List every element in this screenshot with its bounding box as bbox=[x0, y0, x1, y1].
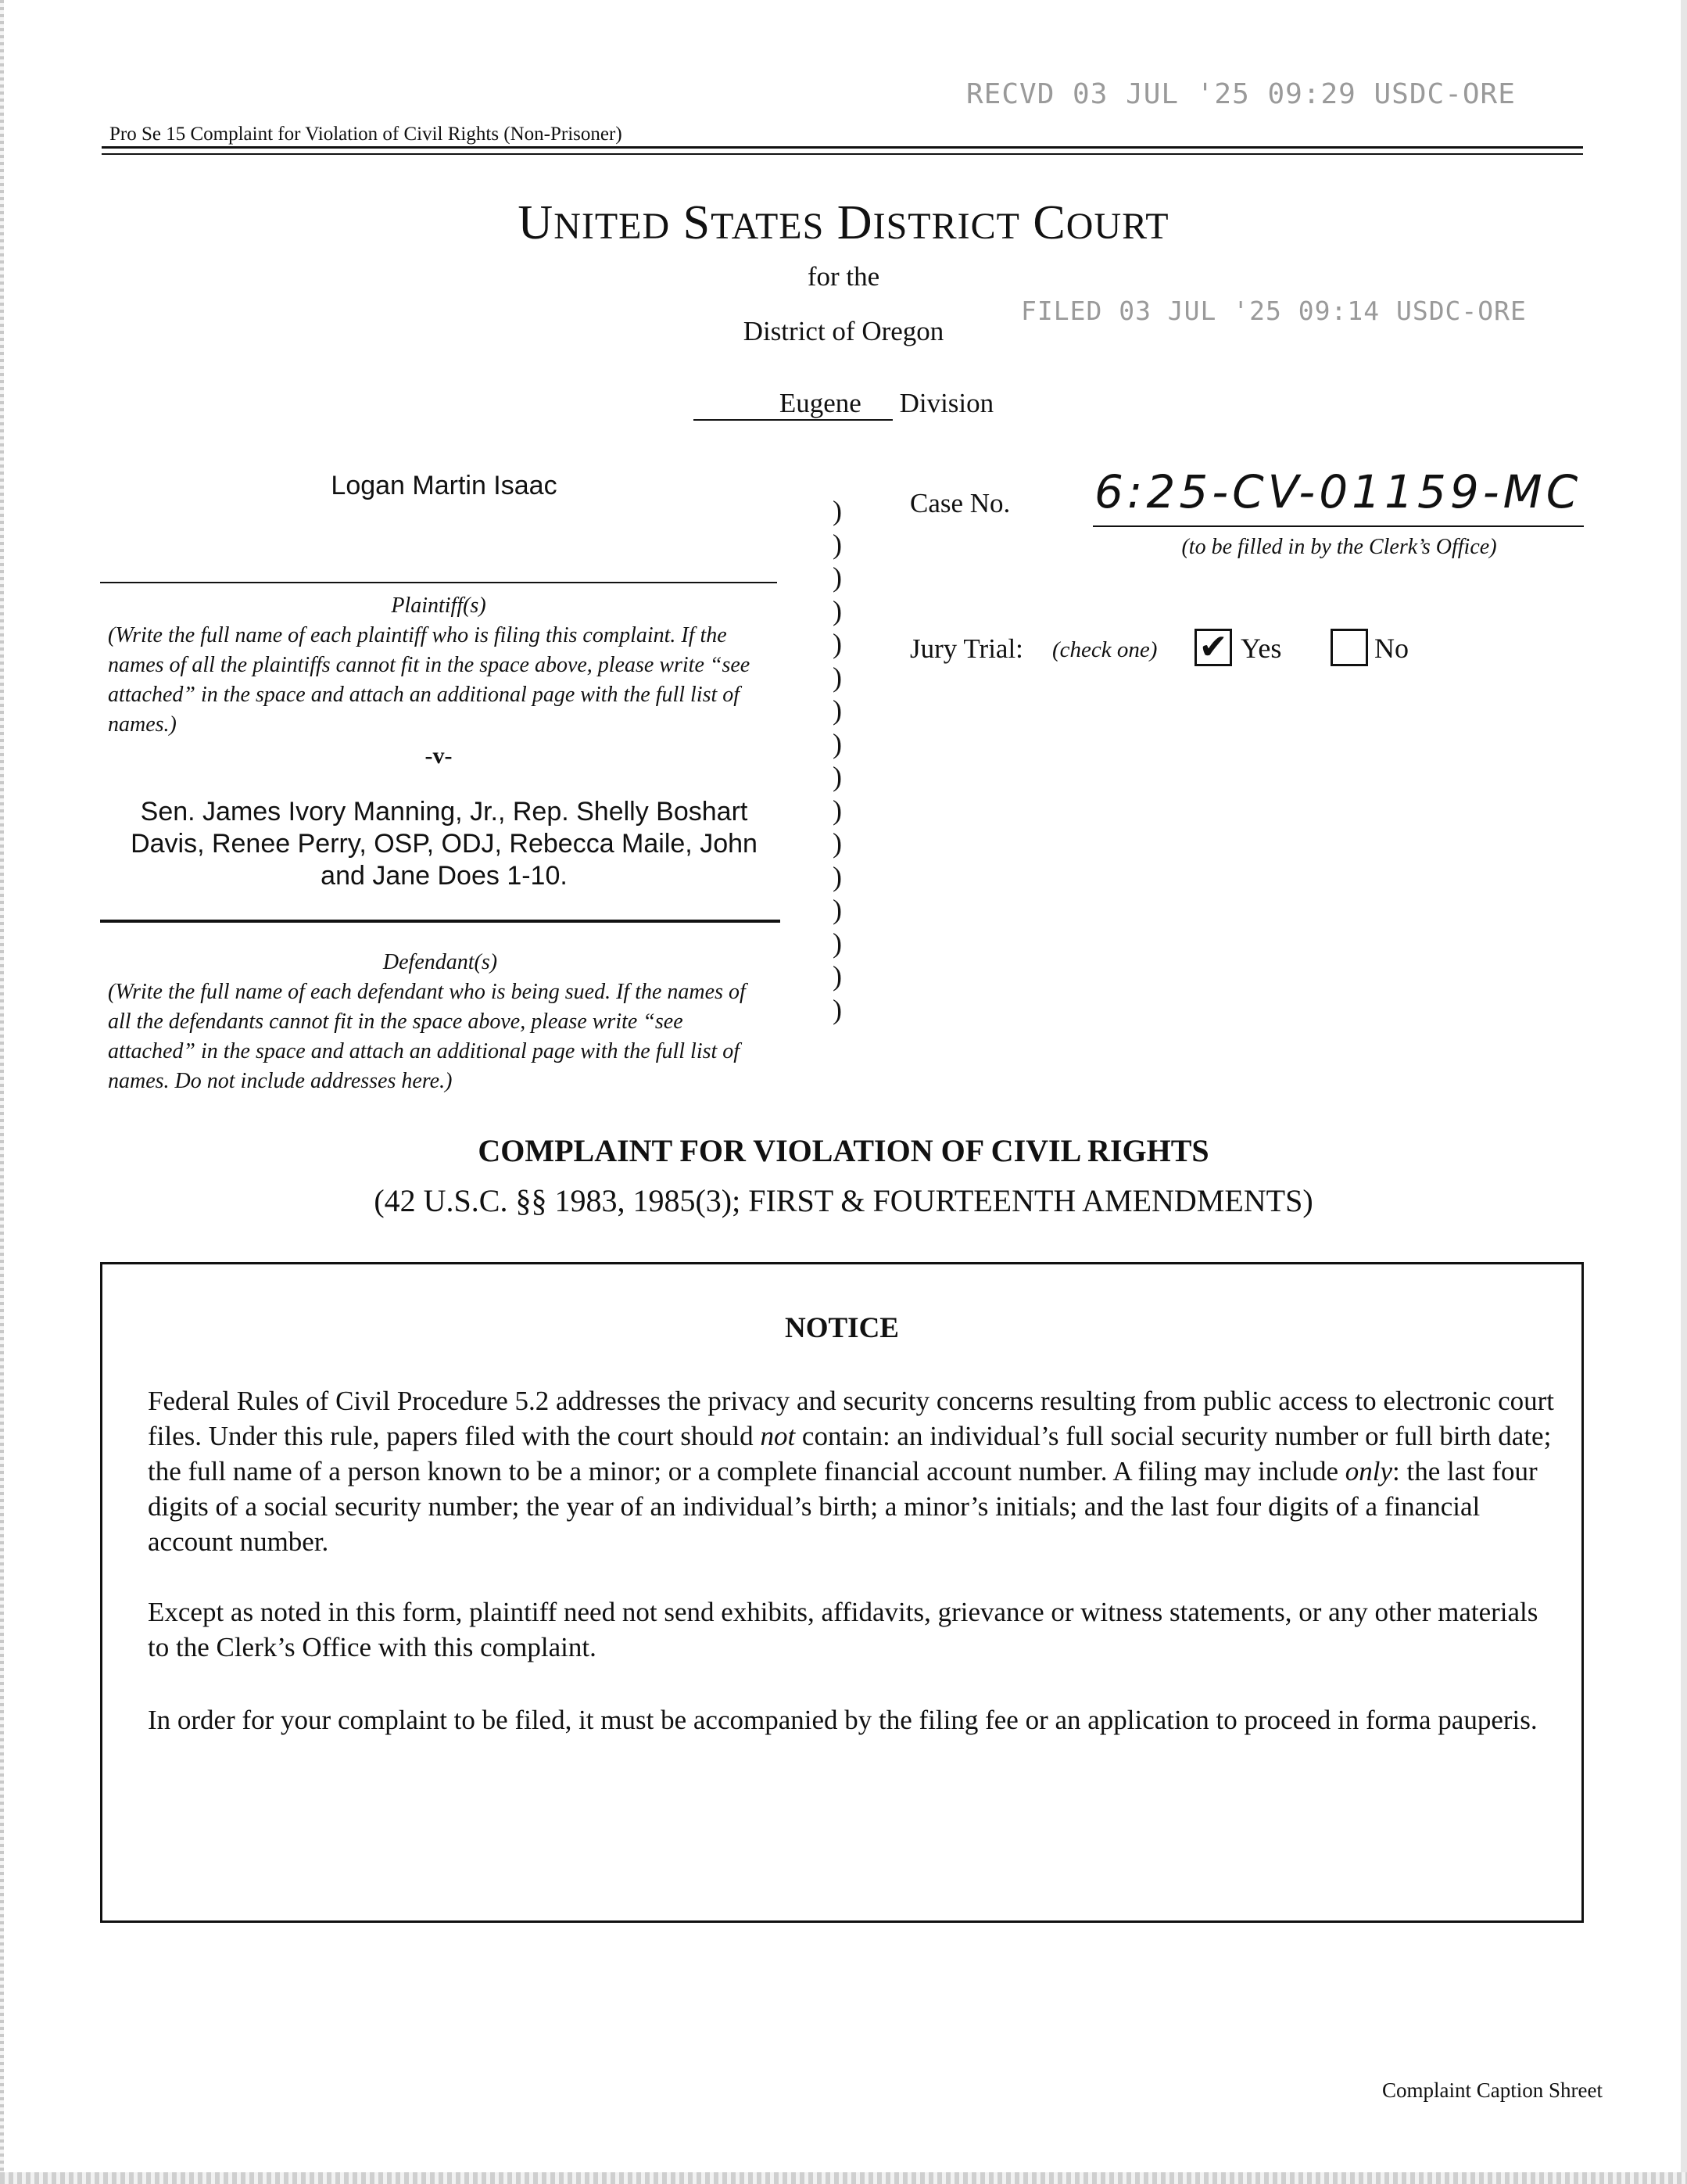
filed-stamp: FILED 03 JUL '25 09:14 USDC-ORE bbox=[1021, 296, 1527, 326]
scan-bottom-edge bbox=[0, 2172, 1687, 2184]
notice-paragraph-privacy bbox=[148, 1383, 1555, 1559]
received-stamp: RECVD 03 JUL '25 09:29 USDC-ORE bbox=[966, 78, 1516, 110]
court-title-initial: S bbox=[682, 196, 711, 249]
jury-check-one-note: (check one) bbox=[1052, 637, 1158, 662]
defendant-signature-line bbox=[100, 920, 780, 923]
jury-yes-checkbox[interactable] bbox=[1195, 629, 1232, 666]
court-title-word: OURT bbox=[1066, 206, 1169, 247]
notice-paragraph-exhibits: Except as noted in this form, plaintiff need not send exhibits, affidavits, grievance or witness statements, or any other materials to the Clerk’s Office with this complaint. bbox=[148, 1597, 1538, 1662]
header-rule bbox=[102, 146, 1583, 149]
court-title-initial: D bbox=[836, 196, 873, 249]
form-identifier: Pro Se 15 Complaint for Violation of Civil Rights (Non-Prisoner) bbox=[109, 124, 622, 145]
notice-text: : the last four digits of a social security number; the year of an individual’s birth; a minor’s initials; and the last four digits of a financial account number. bbox=[148, 1456, 1538, 1557]
case-number-label: Case No. bbox=[910, 488, 1011, 518]
defendant-names: Sen. James Ivory Manning, Jr., Rep. Shelly Boshart Davis, Renee Perry, OSP, ODJ, Rebecca Maile, John and Jane Does 1-10. bbox=[131, 797, 758, 891]
notice-text: Federal Rules of Civil Procedure 5.2 addresses the privacy and security concerns resulting from public access to electronic court files. Under this rule, papers filed with the court should bbox=[148, 1386, 1554, 1451]
notice-paragraph-filing-fee: In order for your complaint to be filed, it must be accompanied by the filing fee or an application to proceed in forma pauperis. bbox=[148, 1705, 1538, 1735]
header-rule-secondary bbox=[102, 153, 1583, 155]
division-field[interactable]: Eugene bbox=[693, 389, 893, 421]
complaint-title: COMPLAINT FOR VIOLATION OF CIVIL RIGHTS bbox=[478, 1133, 1209, 1168]
notice-emphasis: not bbox=[760, 1421, 796, 1451]
plaintiff-name: Logan Martin Isaac bbox=[331, 471, 557, 500]
jury-trial-label: Jury Trial: bbox=[910, 633, 1023, 664]
jury-no-checkbox[interactable] bbox=[1331, 629, 1368, 666]
case-number-note: (to be filled in by the Clerk’s Office) bbox=[1181, 535, 1497, 559]
court-title bbox=[0, 195, 1687, 251]
complaint-subtitle: (42 U.S.C. §§ 1983, 1985(3); FIRST & FOURTEENTH AMENDMENTS) bbox=[374, 1183, 1313, 1218]
plaintiff-label: Plaintiff(s) bbox=[391, 594, 486, 618]
defendant-label: Defendant(s) bbox=[382, 950, 498, 974]
plaintiff-instructions: (Write the full name of each plaintiff who is filing this complaint. If the names of all the plaintiffs cannot fit in the space above, please write “see attached” in the space and attach an additional page with the full list of names.) bbox=[108, 623, 750, 737]
notice-title: NOTICE bbox=[785, 1312, 899, 1344]
case-number-value[interactable]: 6:25-CV-01159-MC bbox=[1094, 465, 1582, 518]
district-name: District of Oregon bbox=[743, 316, 944, 346]
court-title-word: NITED bbox=[553, 206, 671, 247]
plaintiff-signature-line bbox=[100, 582, 777, 583]
check-mark-icon: ✔ bbox=[1198, 627, 1228, 667]
case-number-line bbox=[1093, 525, 1584, 527]
jury-yes-label: Yes bbox=[1241, 633, 1282, 664]
versus-marker: -v- bbox=[424, 743, 453, 769]
notice-text: contain: an individual’s full social security number or full birth date; the full name of a person known to be a minor; or a complete financial account number. A filing may include bbox=[148, 1421, 1552, 1486]
notice-box bbox=[100, 1262, 1584, 1923]
caption-bracket-column: ) ) ) ) ) ) ) ) ) ) ) ) ) ) ) ) bbox=[833, 495, 842, 1025]
defendant-instructions: (Write the full name of each defendant who is being sued. If the names of all the defendants cannot fit in the space above, please write “see attached” in the space and attach an additional page with the full list of names. Do not include addresses here.) bbox=[108, 980, 746, 1093]
notice-emphasis: only bbox=[1345, 1456, 1393, 1486]
page-footer: Complaint Caption Shreet bbox=[1382, 2078, 1603, 2102]
court-title-initial: C bbox=[1033, 196, 1066, 249]
court-title-word: ISTRICT bbox=[872, 206, 1020, 247]
for-the-text: for the bbox=[807, 261, 880, 292]
court-title-word: TATES bbox=[711, 206, 825, 247]
jury-no-label: No bbox=[1374, 633, 1409, 664]
division-label: Division bbox=[899, 388, 994, 418]
division-row bbox=[0, 388, 1687, 421]
court-title-initial: U bbox=[518, 196, 554, 249]
